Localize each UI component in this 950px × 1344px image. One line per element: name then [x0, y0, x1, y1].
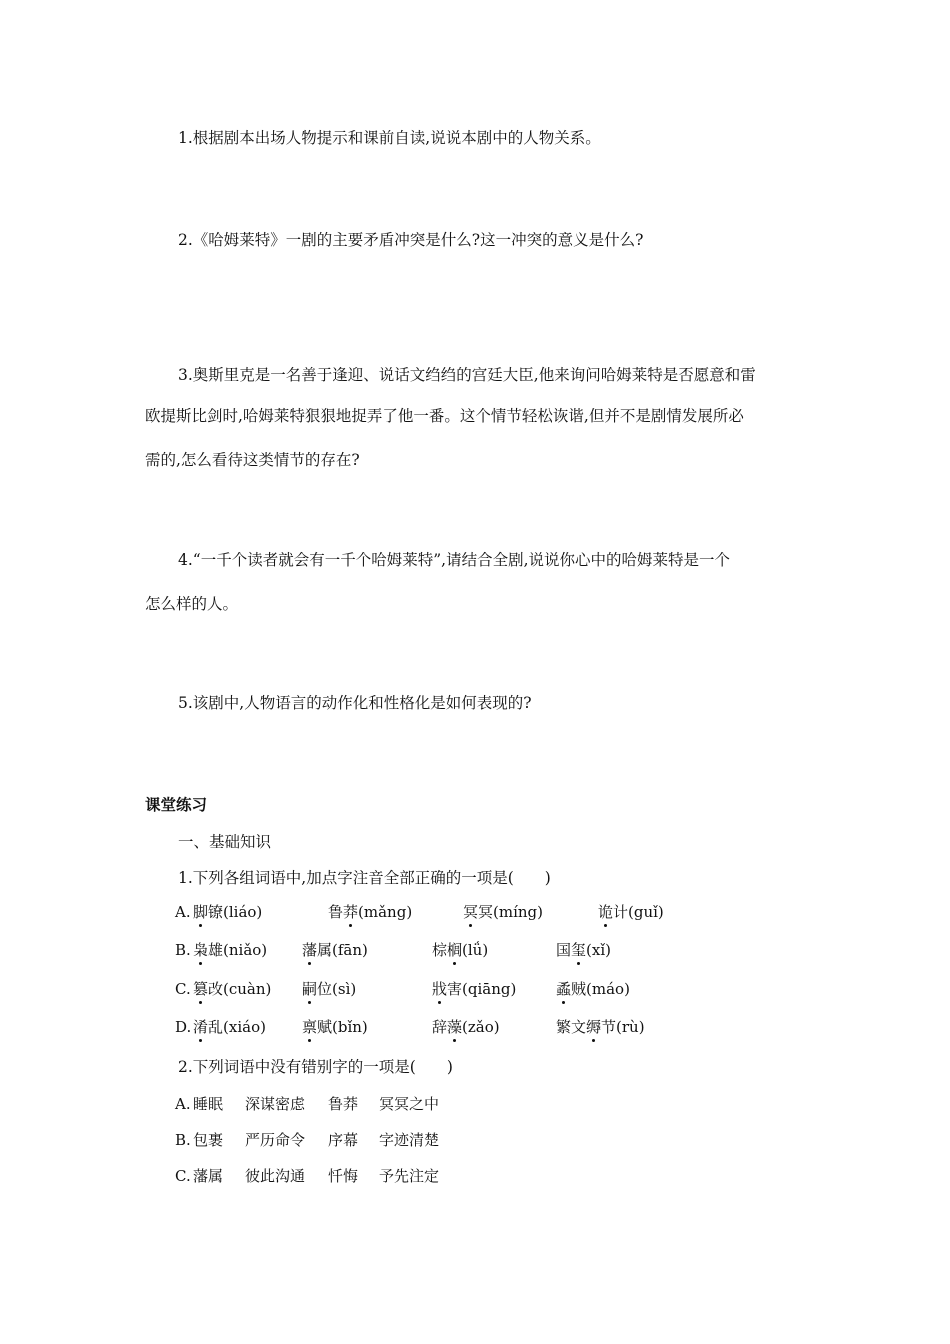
question-5-line-1: 5.该剧中,人物语言的动作化和性格化是如何表现的? — [178, 694, 532, 712]
question-4-line-2: 怎么样的人。 — [145, 595, 239, 613]
q2-option-b-letter: B. — [175, 1131, 191, 1149]
q1-row-b-item-2: 藩属(fān) — [302, 941, 368, 959]
section-subtitle: 一、基础知识 — [178, 833, 272, 851]
q1-row-d-item-2: 禀赋(bǐn) — [302, 1018, 368, 1036]
practice-q1-stem: 1.下列各组词语中,加点字注音全部正确的一项是( ) — [178, 869, 551, 887]
q2-option-b-word-1: 包裹 — [193, 1131, 224, 1149]
q1-row-d-item-4: 繁文缛节(rù) — [556, 1018, 645, 1036]
q1-row-a-item-1: 脚镣(liáo) — [193, 903, 263, 921]
q2-option-b-word-3: 序幕 — [328, 1131, 359, 1149]
q2-option-a-word-4: 冥冥之中 — [379, 1095, 440, 1113]
q2-option-c-word-4: 予先注定 — [379, 1167, 440, 1185]
q2-option-c-word-1: 藩属 — [193, 1167, 224, 1185]
question-3-line-3: 需的,怎么看待这类情节的存在? — [145, 451, 360, 469]
q2-option-c-word-2: 彼此沟通 — [245, 1167, 306, 1185]
q1-row-d-item-1: 淆乱(xiáo) — [193, 1018, 266, 1036]
q1-row-c-item-3: 戕害(qiāng) — [432, 980, 517, 998]
q1-row-c-item-4: 蟊贼(máo) — [556, 980, 630, 998]
q2-option-a-letter: A. — [175, 1095, 191, 1113]
q2-option-b-word-2: 严历命令 — [245, 1131, 306, 1149]
q1-row-a-item-3: 冥冥(míng) — [463, 903, 544, 921]
q1-row-c-item-1: 篡改(cuàn) — [193, 980, 272, 998]
q2-option-b-word-4: 字迹清楚 — [379, 1131, 440, 1149]
q2-option-c-word-3: 忏悔 — [328, 1167, 359, 1185]
q1-row-b-item-1: 枭雄(niǎo) — [193, 941, 268, 959]
q1-row-d-item-3: 辞藻(zǎo) — [432, 1018, 500, 1036]
q2-option-a-word-2: 深谋密虑 — [245, 1095, 306, 1113]
q2-option-a-word-3: 鲁莽 — [328, 1095, 359, 1113]
section-title: 课堂练习 — [145, 795, 208, 814]
practice-q2-stem: 2.下列词语中没有错别字的一项是( ) — [178, 1058, 453, 1076]
q2-option-c-letter: C. — [175, 1167, 191, 1185]
question-4-line-1: 4.“一千个读者就会有一千个哈姆莱特”,请结合全剧,说说你心中的哈姆莱特是一个 — [178, 551, 730, 569]
q1-row-b-letter: B. — [175, 941, 191, 959]
q1-row-a-item-2: 鲁莽(mǎng) — [328, 903, 413, 921]
question-3-line-2: 欧提斯比剑时,哈姆莱特狠狠地捉弄了他一番。这个情节轻松诙谐,但并不是剧情发展所必 — [145, 407, 744, 425]
q1-row-a-item-4: 诡计(guǐ) — [598, 903, 664, 921]
q1-row-c-item-2: 嗣位(sì) — [302, 980, 357, 998]
question-1-line-1: 1.根据剧本出场人物提示和课前自读,说说本剧中的人物关系。 — [178, 129, 601, 147]
q1-row-c-letter: C. — [175, 980, 191, 998]
question-2-line-1: 2.《哈姆莱特》一剧的主要矛盾冲突是什么?这一冲突的意义是什么? — [178, 231, 644, 249]
q1-row-b-item-4: 国玺(xǐ) — [556, 941, 611, 959]
q1-row-a-letter: A. — [175, 903, 191, 921]
q1-row-d-letter: D. — [175, 1018, 192, 1036]
q1-row-b-item-3: 棕榈(lǘ) — [432, 941, 489, 959]
question-3-line-1: 3.奥斯里克是一名善于逢迎、说话文绉绉的宫廷大臣,他来询问哈姆莱特是否愿意和雷 — [178, 366, 756, 384]
q2-option-a-word-1: 睡眠 — [193, 1095, 224, 1113]
